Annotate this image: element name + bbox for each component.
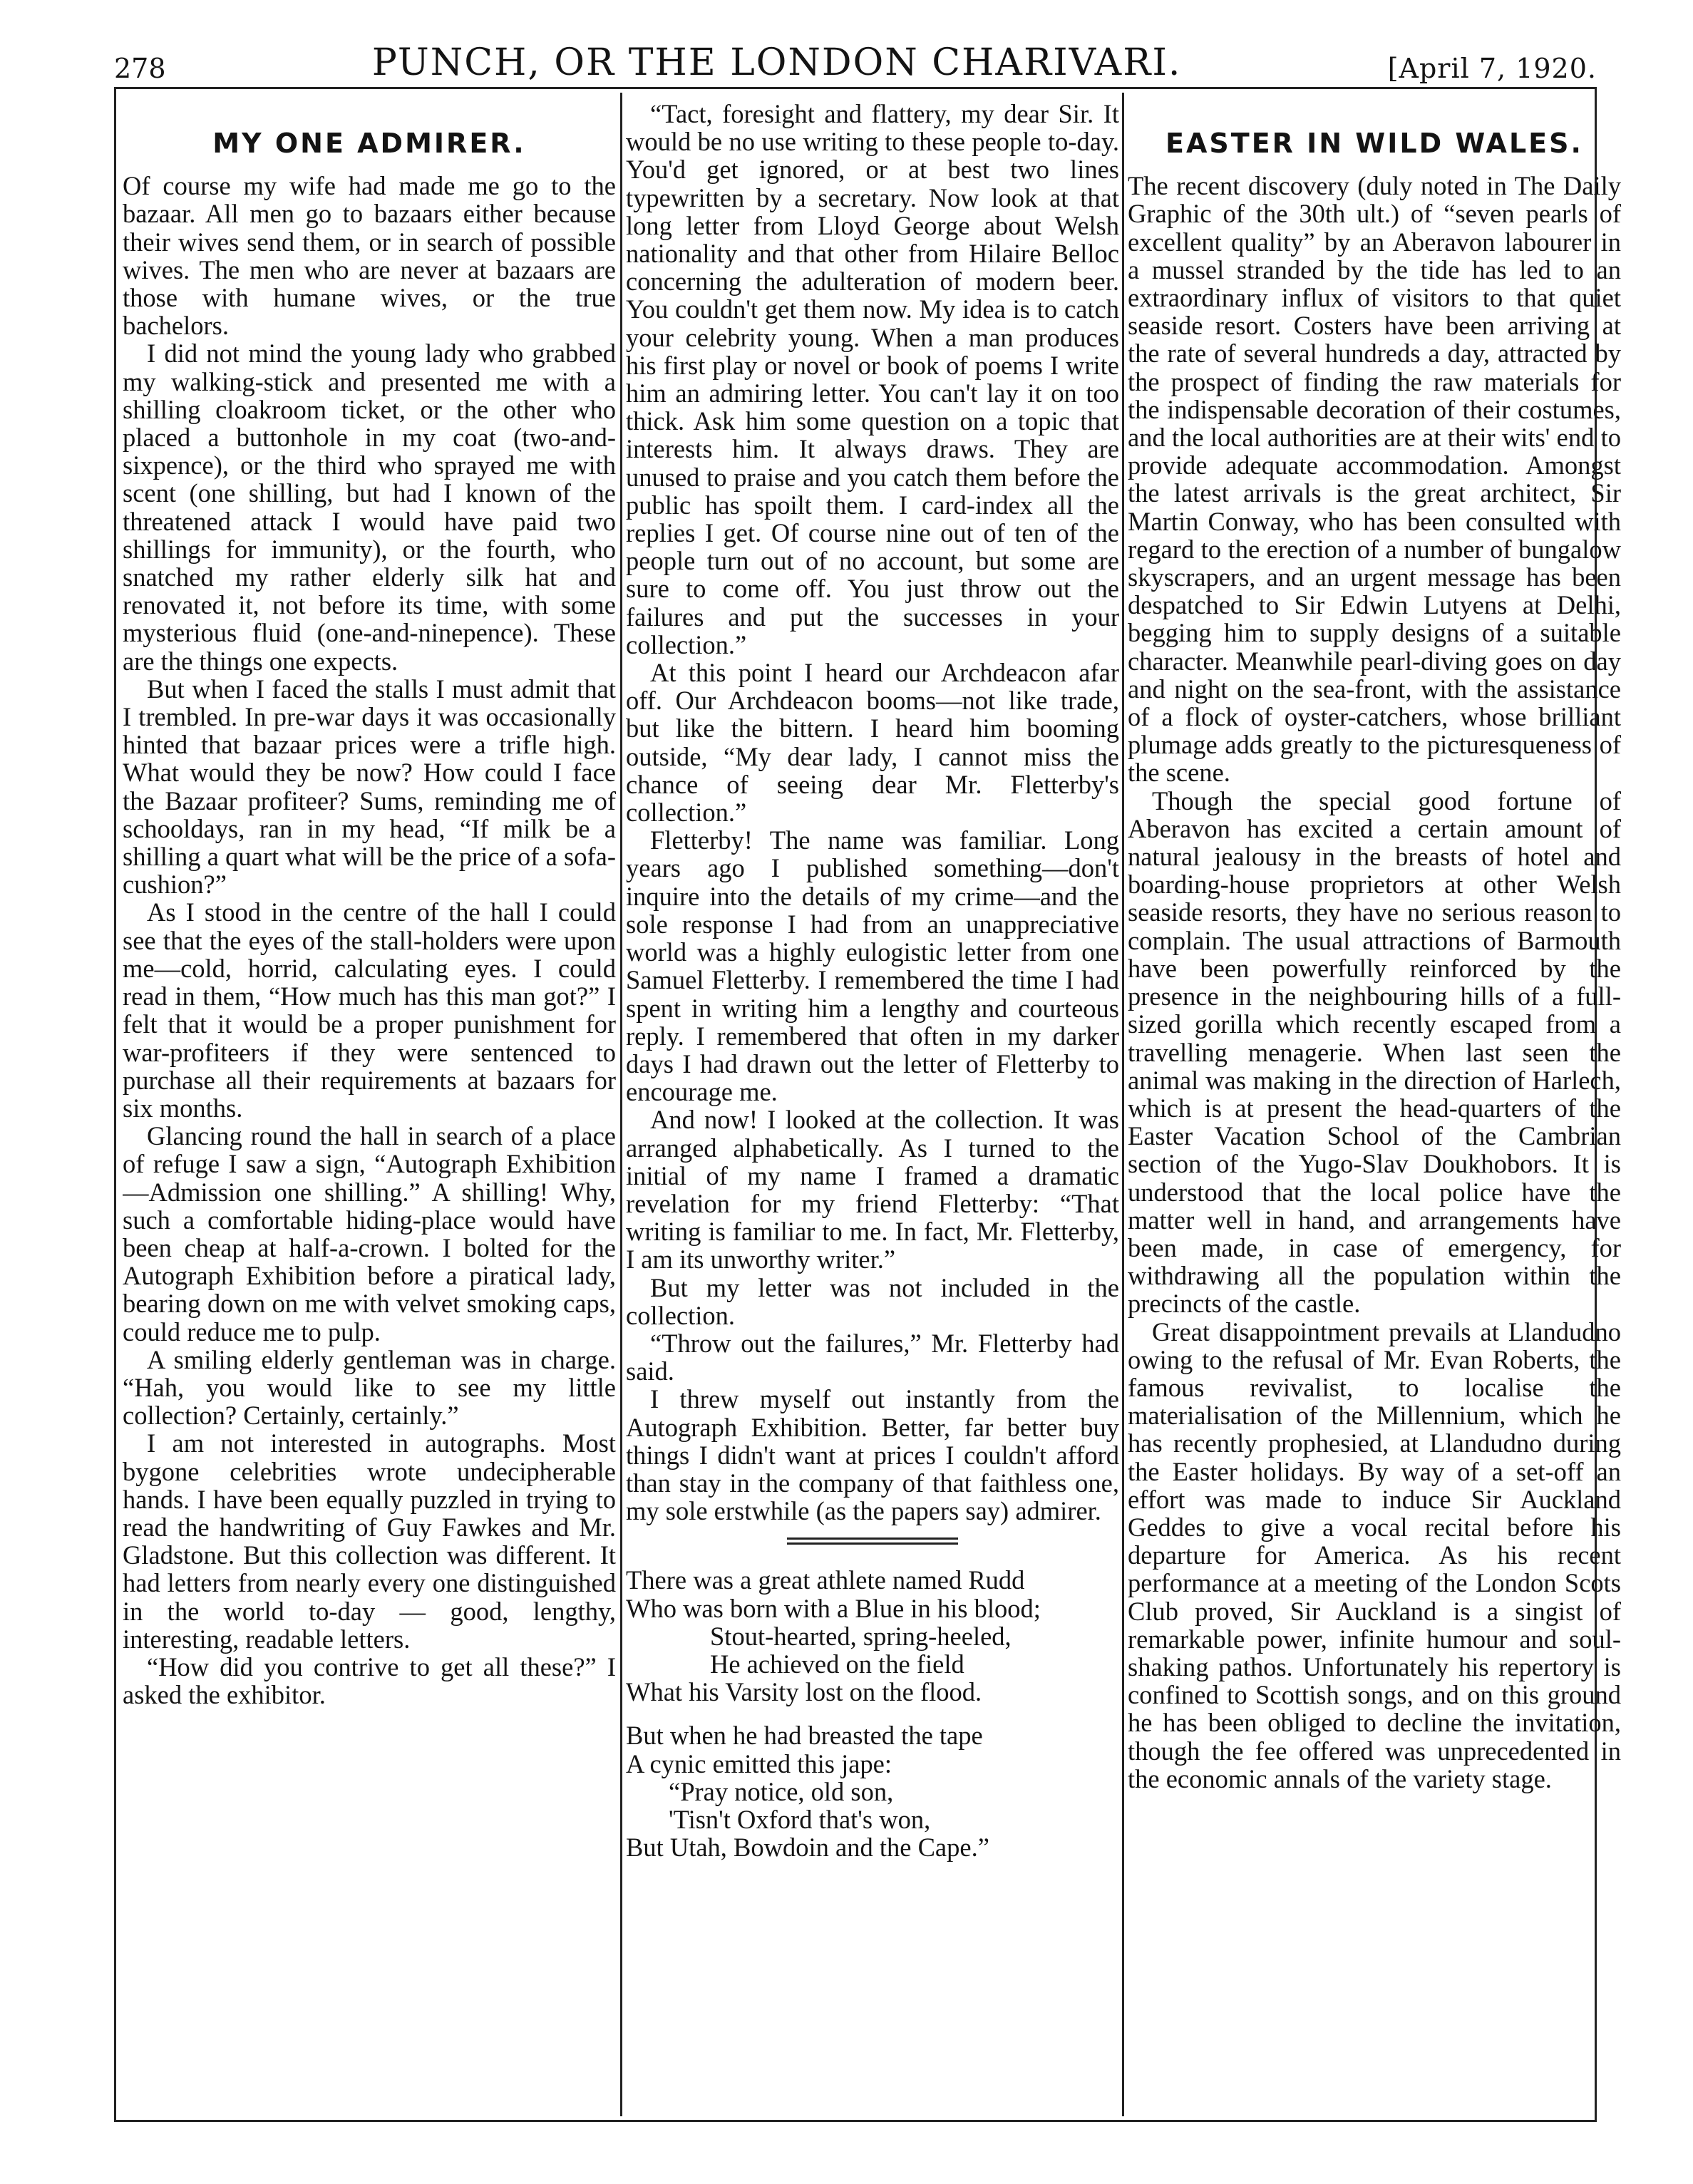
article-paragraph: I threw myself out instantly from the Autograph Exhibition. Better, far better buy things I didn't want at prices I couldn't afford than stay in the company of that faithless one, my sole erstwhile (as the papers say) admirer.: [626, 1384, 1119, 1526]
verse-line: Stout-hearted, spring-heeled,: [710, 1621, 1012, 1651]
article-paragraph: “How did you contrive to get all these?” I asked the exhibitor.: [123, 1652, 616, 1710]
issue-date: [April 7, 1920.: [1387, 53, 1597, 84]
article-paragraph: I am not interested in autographs. Most bygone celebrities wrote undecipherable hands. I have been equally puzzled in trying to read the handwriting of Guy Fawkes and Mr. Gladstone. But this collection was different. It had letters from nearly every one distinguished in the world to-day — good, lengthy, interesting, readable letters.: [123, 1428, 616, 1654]
verse-line: He achieved on the field: [710, 1649, 964, 1679]
article-paragraph: But my letter was not included in the collection.: [626, 1272, 1119, 1330]
verse-line: But when he had breasted the tape: [626, 1721, 983, 1751]
article-paragraph: At this point I heard our Archdeacon afar off. Our Archdeacon booms—not like trade, but like the bittern. I heard him booming outside, “My dear lady, I cannot miss the chance of seeing dear Mr. Fletterby's collection.”: [626, 658, 1119, 828]
verse-stanza: [626, 1566, 1119, 1706]
article-paragraph: “Tact, foresight and flattery, my dear Sir. It would be no use writing to these people to-day. You'd get ignored, or at best two lines typewritten by a secretary. Now look at that long letter from Lloyd George about Welsh nationality and that other from Hilaire Belloc concerning the adulteration of modern beer. You couldn't get them now. My idea is to catch your celebrity young. When a man produces his first play or novel or book of poems I write him an admiring letter. You can't lay it on too thick. Ask him some question on a topic that interests him. It always draws. They are unused to praise and you catch them before the public has spoilt them. I card-index all the replies I get. Of course nine out of ten of the people turn out of no account, but some are sure to come off. You just throw out the failures and put the successes in your collection.”: [626, 99, 1119, 659]
verse-line: 'Tisn't Oxford that's won,: [669, 1804, 931, 1834]
verse-line: “Pray notice, old son,: [669, 1776, 894, 1806]
section-divider: [787, 1542, 958, 1545]
article-paragraph: Great disappointment prevails at Llandudno owing to the refusal of Mr. Evan Roberts, the famous revivalist, to localise the materialisation of the Millennium, which he has recently prophesied, at Llandudno during the Easter holidays. By way of a set-off an effort was made to induce Sir Auckland Geddes to give a vocal recital before his departure for America. As his recent performance at a meeting of the London Scots Club proved, Sir Auckland is a singist of remarkable power, infinite humour and soul-shaking pathos. Unfortunately his repertory is confined to Scottish songs, and on this ground he has been obliged to decline the invitation, though the fee offered was unprecedented in the economic annals of the variety stage.: [1128, 1317, 1621, 1793]
verse-line: There was a great athlete named Rudd: [626, 1565, 1025, 1595]
article-title: EASTER IN WILD WALES.: [1165, 128, 1583, 159]
verse-line: Who was born with a Blue in his blood;: [626, 1593, 1041, 1623]
column-2: [626, 94, 1119, 2111]
column-rule: [1122, 93, 1124, 2116]
article-title: MY ONE ADMIRER.: [212, 128, 526, 159]
verse-line: A cynic emitted this jape:: [626, 1748, 892, 1778]
section-divider: [787, 1537, 958, 1540]
masthead: PUNCH, OR THE LONDON CHARIVARI.: [371, 41, 1182, 84]
article-paragraph: A smiling elderly gentleman was in charge. “Hah, you would like to see my little collection? Certainly, certainly.”: [123, 1344, 616, 1431]
verse-stanza: [626, 1721, 1119, 1861]
article-paragraph: But when I faced the stalls I must admit that I trembled. In pre-war days it was occasionally hinted that bazaar prices were a trifle high. What would they be now? How could I face the Bazaar profiteer? Sums, reminding me of schooldays, ran in my head, “If milk be a shilling a quart what will be the price of a sofa-cushion?”: [123, 674, 616, 900]
column-rule: [620, 93, 622, 2116]
column-1: [123, 94, 616, 2111]
article-paragraph: Though the special good fortune of Aberavon has excited a certain amount of natural jealousy in the breasts of hotel and boarding-house proprietors at other Welsh seaside resorts, they have no serious reason to complain. The usual attractions of Barmouth have been powerfully reinforced by the presence in the neighbouring hills of a full-sized gorilla which recently escaped from a travelling menagerie. When last seen the animal was making in the direction of Harlech, which is at present the head-quarters of the Easter Vacation School of the Cambrian section of the Yugo-Slav Doukhobors. It is understood that the local police have the matter well in hand, and arrangements have been made, in case of emergency, for withdrawing all the population within the precincts of the castle.: [1128, 785, 1621, 1319]
article-paragraph: Fletterby! The name was familiar. Long years ago I published something—don't inquire into the details of my crime—and the sole response I had from an unappreciative world was a highly eulogistic letter from one Samuel Fletterby. I remembered the time I had spent in writing him a lengthy and courteous reply. I remembered that often in my darker days I had drawn out the letter of Fletterby to encourage me.: [626, 825, 1119, 1107]
limerick: [626, 1566, 1119, 1861]
article-paragraph: Of course my wife had made me go to the bazaar. All men go to bazaars either because their wives send them, or in search of possible wives. The men who are never at bazaars are those with humane wives, or the true bachelors.: [123, 171, 616, 341]
page-header: [114, 34, 1597, 84]
column-3: [1128, 94, 1621, 2111]
verse-line: What his Varsity lost on the flood.: [626, 1677, 982, 1707]
article-paragraph: “Throw out the failures,” Mr. Fletterby had said.: [626, 1328, 1119, 1386]
article-paragraph: I did not mind the young lady who grabbed my walking-stick and presented me with a shilling cloakroom ticket, or the other who placed a buttonhole in my coat (two-and-sixpence), or the third who sprayed me with scent (one shilling, but had I known of the threatened attack I would have paid two shillings for immunity), or the fourth, who snatched my rather elderly silk hat and renovated it, not before its time, with some mysterious fluid (one-and-ninepence). These are the things one expects.: [123, 339, 616, 676]
article-paragraph: As I stood in the centre of the hall I could see that the eyes of the stall-holders were upon me—cold, horrid, calculating eyes. I could read in them, “How much has this man got?” I felt that it would be a proper punishment for war-profiteers if they were sentenced to purchase all their requirements at bazaars for six months.: [123, 897, 616, 1123]
article-paragraph: The recent discovery (duly noted in The Daily Graphic of the 30th ult.) of “seven pearls of excellent quality” by an Aberavon labourer in a mussel stranded by the tide has led to an extraordinary influx of visitors to that quiet seaside resort. Costers have been arriving at the rate of several hundreds a day, attracted by the prospect of finding the raw materials for the indispensable decoration of their costumes, and the local authorities are at their wits' end to provide adequate accommodation. Amongst the latest arrivals is the great architect, Sir Martin Conway, who has been consulted with regard to the erection of a number of bungalow skyscrapers, and an urgent message has been despatched to Sir Edwin Lutyens at Delhi, begging him to supply designs of a suitable character. Meanwhile pearl-diving goes on day and night on the sea-front, with the assistance of a flock of oyster-catchers, whose brilliant plumage adds greatly to the picturesqueness of the scene.: [1128, 171, 1621, 788]
page-number: 278: [114, 53, 166, 84]
verse-line: But Utah, Bowdoin and the Cape.”: [626, 1833, 989, 1863]
article-paragraph: Glancing round the hall in search of a place of refuge I saw a sign, “Autograph Exhibition—Admission one shilling.” A shilling! Why, such a comfortable hiding-place would have been cheap at half-a-crown. I bolted for the Autograph Exhibition before a piratical lady, bearing down on me with velvet smoking caps, could reduce me to pulp.: [123, 1121, 616, 1346]
article-paragraph: And now! I looked at the collection. It was arranged alphabetically. As I turned to the initial of my name I framed a dramatic revelation for my friend Fletterby: “That writing is familiar to me. In fact, Mr. Fletterby, I am its unworthy writer.”: [626, 1105, 1119, 1274]
